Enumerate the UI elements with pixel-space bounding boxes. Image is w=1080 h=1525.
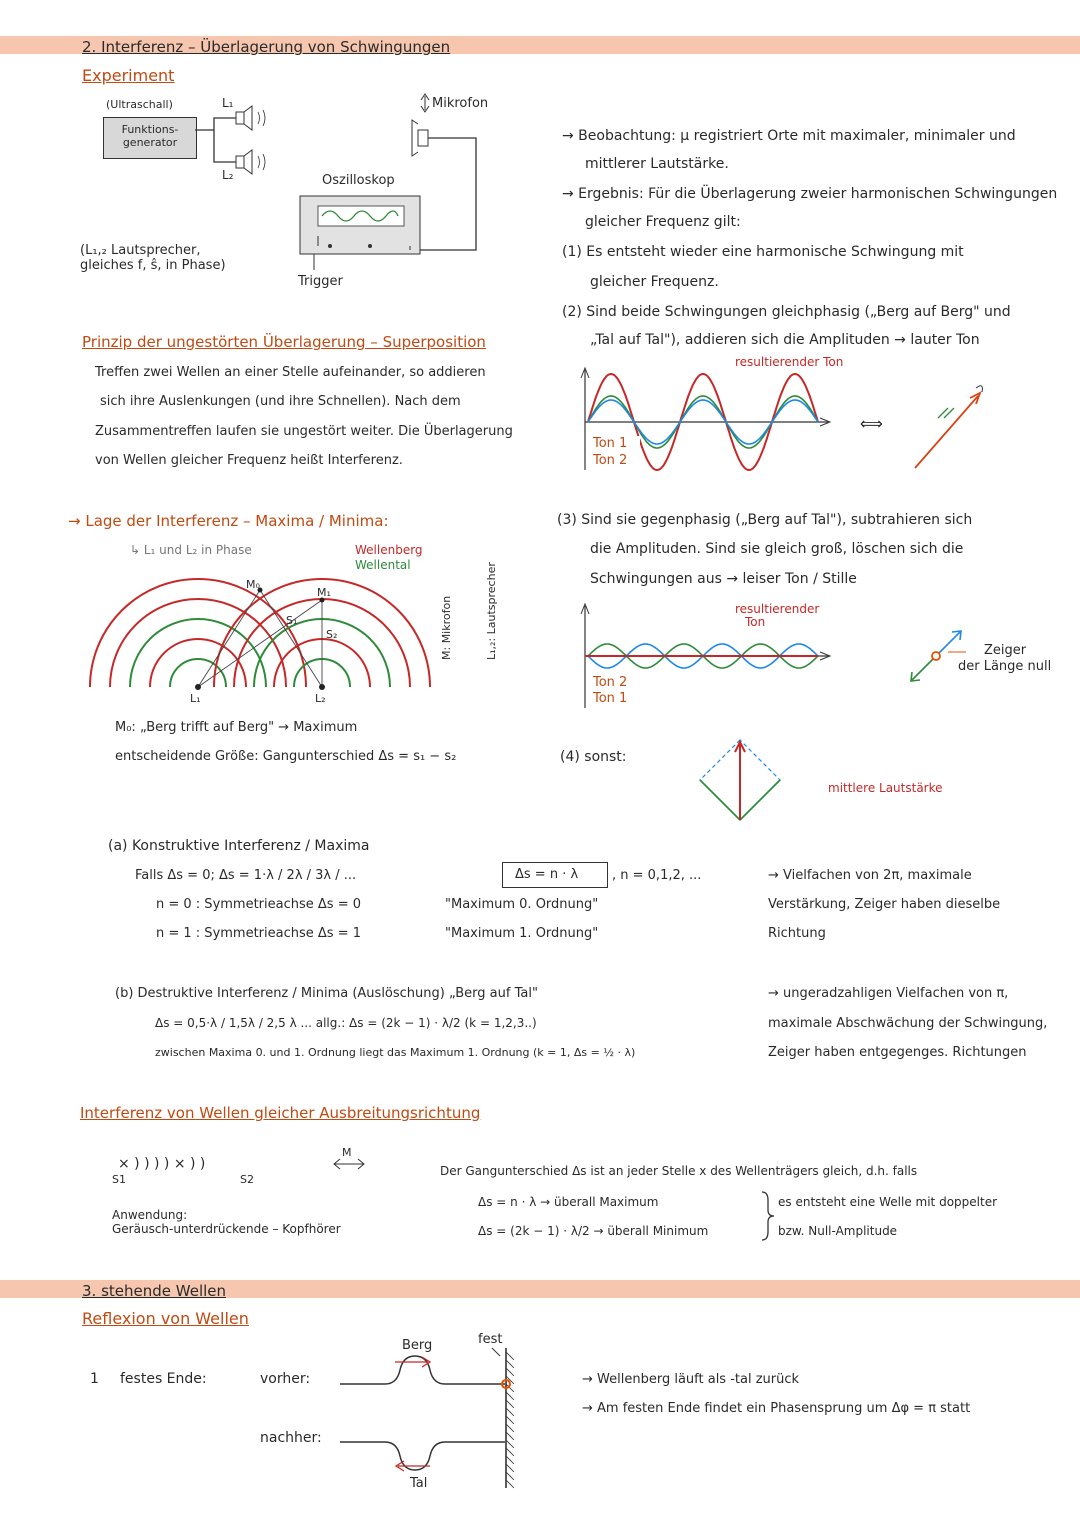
s1-label: S₁ xyxy=(286,614,298,627)
prinzip-heading: Prinzip der ungestörten Überlagerung – Superposition xyxy=(82,333,486,351)
n0-line: n = 0 : Symmetrieachse Δs = 0 xyxy=(156,897,361,912)
prinzip-line4: von Wellen gleicher Frequenz heißt Interferenz. xyxy=(95,453,403,468)
experiment-heading: Experiment xyxy=(82,66,175,85)
b-right-3: Zeiger haben entgegenges. Richtungen xyxy=(768,1045,1027,1060)
n1-line: n = 1 : Symmetrieachse Δs = 1 xyxy=(156,926,361,941)
bullet-maximum: Δs = n · λ → überall Maximum xyxy=(478,1195,659,1209)
prinzip-line2: sich ihre Auslenkungen (und ihre Schnellen). Nach dem xyxy=(100,394,461,409)
b-line1: Δs = 0,5·λ / 1,5λ / 2,5 λ ... allg.: Δs = (2k − 1) · λ/2 (k = 1,2,3..) xyxy=(155,1016,537,1030)
wellenberg-label: Wellenberg xyxy=(355,543,423,557)
point3c: Schwingungen aus → leiser Ton / Stille xyxy=(590,571,857,587)
fest-label: fest xyxy=(478,1332,503,1347)
resultierender-ton-label: resultierender Ton xyxy=(735,355,844,369)
n1-quote: "Maximum 1. Ordnung" xyxy=(445,926,599,941)
a-heading: (a) Konstruktive Interferenz / Maxima xyxy=(108,838,370,854)
anwendung-text: Geräusch-unterdrückende – Kopfhörer xyxy=(112,1222,341,1236)
prinzip-line1: Treffen zwei Wellen an einer Stelle aufeinander, so addieren xyxy=(95,365,486,380)
nachher-label: nachher: xyxy=(260,1430,322,1446)
mittlere-lautstaerke: mittlere Lautstärke xyxy=(828,781,943,795)
point3b: die Amplituden. Sind sie gleich groß, löschen sich die xyxy=(590,541,964,557)
zeiger-label-2: der Länge null xyxy=(958,659,1052,674)
a-right-3: Richtung xyxy=(768,926,826,941)
funktionsgenerator-label: Funktions-generator xyxy=(121,123,179,149)
ton1-label: Ton 1 xyxy=(593,436,628,451)
vorher-wave xyxy=(340,1356,505,1384)
l2-label: L₂ xyxy=(222,168,234,182)
b-heading: (b) Destruktive Interferenz / Minima (Auslöschung) „Berg auf Tal" xyxy=(115,986,538,1001)
b-line2: zwischen Maxima 0. und 1. Ordnung liegt das Maximum 1. Ordnung (k = 1, Δs = ½ · λ) xyxy=(155,1046,636,1059)
brace-line1: es entsteht eine Welle mit doppelter xyxy=(778,1195,998,1209)
zeiger-label: Zeiger xyxy=(984,643,1027,658)
m0-text: M₀: „Berg trifft auf Berg" → Maximum xyxy=(115,720,358,735)
gangunterschied-2: Der Gangunterschied Δs ist an jeder Stelle x des Wellenträgers gleich, d.h. falls xyxy=(440,1164,918,1178)
point2b: „Tal auf Tal"), addieren sich die Amplituden → lauter Ton xyxy=(590,332,980,348)
s2-marker: S2 xyxy=(240,1173,254,1186)
point3a: (3) Sind sie gegenphasig („Berg auf Tal"), subtrahieren sich xyxy=(557,512,973,528)
ton2-label-b: Ton 2 xyxy=(593,675,628,690)
a-n-range: , n = 0,1,2, ... xyxy=(612,868,702,883)
legend-line2: gleiches f, ŝ, in Phase) xyxy=(80,258,226,273)
s2-label: S₂ xyxy=(326,628,338,641)
s1-marker: S1 xyxy=(112,1173,126,1186)
trigger-label: Trigger xyxy=(298,274,343,289)
legend-lautsprecher: L₁,₂: Lautsprecher xyxy=(485,562,498,660)
m0-label: M₀ xyxy=(246,578,260,591)
ergebnis-2: gleicher Frequenz gilt: xyxy=(585,214,741,230)
brace-line2: bzw. Null-Amplitude xyxy=(778,1224,898,1238)
ergebnis: → Ergebnis: Für die Überlagerung zweier harmonischen Schwingungen xyxy=(562,186,1058,202)
resultierender-label: resultierender xyxy=(735,602,820,616)
wellen-symbol: × ) ) ) ) × ) ) xyxy=(118,1156,206,1172)
lage-sub: ↳ L₁ und L₂ in Phase xyxy=(130,543,252,557)
point2a: (2) Sind beide Schwingungen gleichphasig („Berg auf Berg" und xyxy=(562,304,1011,320)
legend-mikrofon: M: Mikrofon xyxy=(440,595,453,660)
tal-label: Tal xyxy=(410,1476,428,1491)
a-formula: Δs = n · λ xyxy=(515,867,579,882)
gangunterschied: entscheidende Größe: Gangunterschied Δs = s₁ − s₂ xyxy=(115,749,457,764)
point4: (4) sonst: xyxy=(560,749,627,765)
gleiche-richtung-heading: Interferenz von Wellen gleicher Ausbreitungsrichtung xyxy=(80,1104,481,1122)
berg-arrow-icon xyxy=(395,1357,430,1367)
bullet-minimum: Δs = (2k − 1) · λ/2 → überall Minimum xyxy=(478,1224,709,1238)
equivalence-icon: ⟺ xyxy=(860,414,883,433)
berg-label: Berg xyxy=(402,1338,433,1353)
b-right-1: → ungeradzahligen Vielfachen von π, xyxy=(768,986,1009,1001)
m1-label: M₁ xyxy=(317,586,331,599)
resultierender-ton-label-2: Ton xyxy=(745,615,766,629)
a-line1: Falls Δs = 0; Δs = 1·λ / 2λ / 3λ / ... xyxy=(135,868,357,883)
beobachtung-2: mittlerer Lautstärke. xyxy=(585,156,729,172)
n0-quote: "Maximum 0. Ordnung" xyxy=(445,897,599,912)
b-right-2: maximale Abschwächung der Schwingung, xyxy=(768,1016,1048,1031)
vorher-label: vorher: xyxy=(260,1371,311,1387)
section3-title: 3. stehende Wellen xyxy=(82,1282,227,1300)
ton1-label-b: Ton 1 xyxy=(593,691,628,706)
l1-label: L₁ xyxy=(222,96,234,110)
mikrofon-label: Mikrofon xyxy=(432,96,489,111)
l2-source-label: L₂ xyxy=(315,692,326,705)
a-right-1: → Vielfachen von 2π, maximale xyxy=(768,868,972,883)
section-title: 2. Interferenz – Überlagerung von Schwingungen xyxy=(82,38,451,56)
festes-ende-label: festes Ende: xyxy=(120,1371,207,1387)
point1a: (1) Es entsteht wieder eine harmonische Schwingung mit xyxy=(562,244,964,260)
m-marker: M xyxy=(342,1146,352,1159)
oszilloskop-label: Oszilloskop xyxy=(322,173,395,188)
ton2-label: Ton 2 xyxy=(593,453,628,468)
ultraschall-label: (Ultraschall) xyxy=(106,98,173,111)
wellental-label: Wellental xyxy=(355,558,411,572)
legend-line1: (L₁,₂ Lautsprecher, xyxy=(80,243,201,258)
prinzip-line3: Zusammentreffen laufen sie ungestört weiter. Die Überlagerung xyxy=(95,424,513,439)
reflexion-result-1: → Wellenberg läuft als -tal zurück xyxy=(582,1372,800,1387)
reflexion-heading: Reflexion von Wellen xyxy=(82,1309,249,1328)
a-right-2: Verstärkung, Zeiger haben dieselbe xyxy=(768,897,1001,912)
item-number: 1 xyxy=(90,1371,99,1387)
reflexion-result-2: → Am festen Ende findet ein Phasensprung um Δφ = π statt xyxy=(582,1401,971,1416)
lage-heading: → Lage der Interferenz – Maxima / Minima: xyxy=(68,512,389,530)
point1b: gleicher Frequenz. xyxy=(590,274,719,290)
l1-source-label: L₁ xyxy=(190,692,201,705)
anwendung-label: Anwendung: xyxy=(112,1208,188,1222)
beobachtung: → Beobachtung: μ registriert Orte mit maximaler, minimaler und xyxy=(562,128,1016,144)
